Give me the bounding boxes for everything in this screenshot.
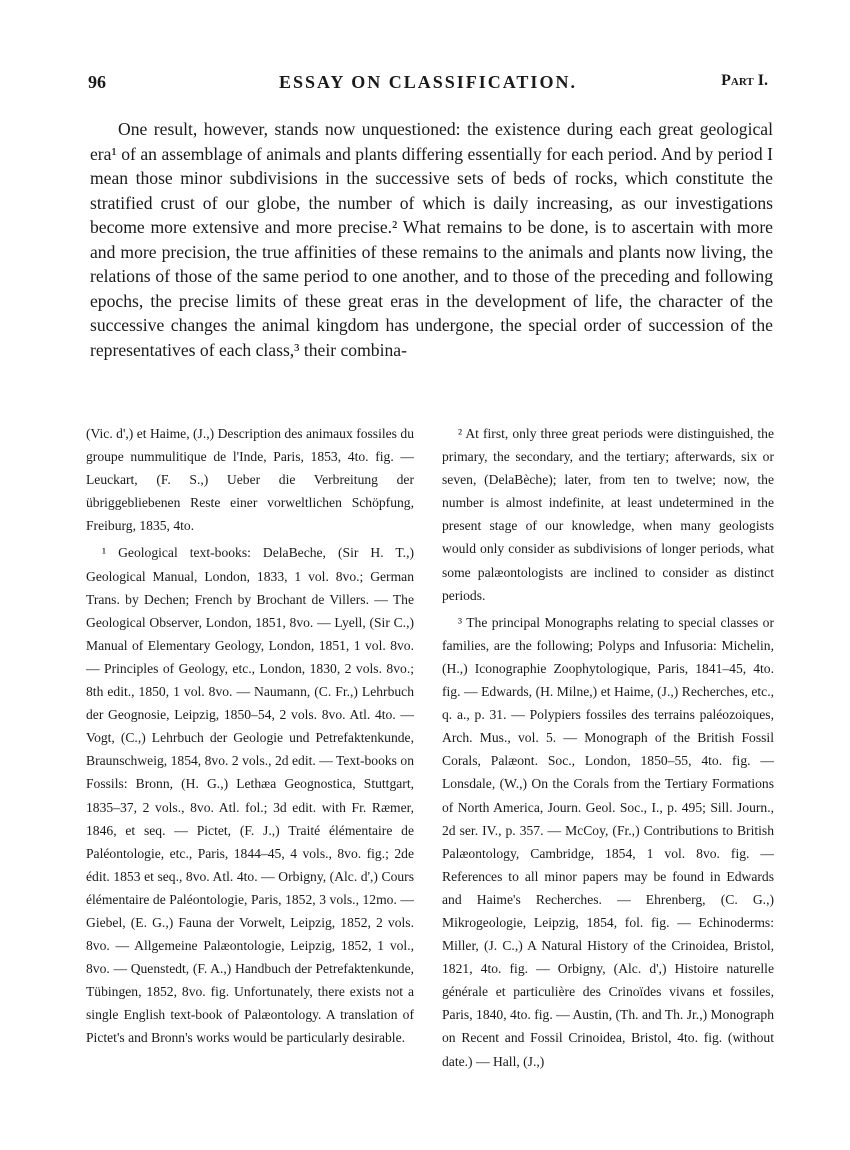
footnote-2: ² At first, only three great periods were distinguished, the primary, the secondary, and the tertiary; afterwards, six or seven, (DelaBèche); later, from ten to twelve; now, the number is almost indefinite, at least undetermined in the present stage of our knowledge, when many geologists would only consider as subdivisions of longer periods, what some palæontologists are inclined to consider as distinct periods. — [442, 426, 774, 603]
footnote-1: ¹ Geological text-books: DelaBeche, (Sir H. T.,) Geological Manual, London, 1833, 1 vol. 8vo.; German Trans. by Dechen; French by Brochant de Villers. — The Geological Observer, London, 1851, 8vo. — Lyell, (Sir C.,) Manual of Elementary Geology, London, 1851, 1 vol. 8vo. — Principles of Geology, etc., London, 1830, 2 vols. 8vo.; 8th edit., 1850, 1 vol. 8vo. — Naumann, (C. Fr.,) Lehrbuch der Geognosie, Leipzig, 1850–54, 2 vols. 8vo. Atl. 4to. — Vogt, (C.,) Lehrbuch der Geologie und Petrefaktenkunde, Braunschweig, 1854, 8vo. 2 vols., 2d edit. — Text-books on Fossils: Bronn, (H. G.,) Lethæa Geognostica, Stuttgart, 1835–37, 2 vols., 8vo. Atl. fol.; 3d edit. with Fr. Ræmer, 1846, et seq. — Pictet, (F. J.,) Traité élémentaire de Paléontologie, etc., Paris, 1844–45, 4 vols., 8vo. fig.; 2de édit. 1853 et seq., 8vo. Atl. 4to. — Orbigny, (Alc. d',) Cours élémentaire de Paléontologie, Paris, 1852, 3 vols., 12mo. — Giebel, (E. G.,) Fauna der Vorwelt, Leipzig, 1852, 2 vols. 8vo. — Allgemeine Palæontologie, Leipzig, 1852, 1 vol., 8vo. — Quenstedt, (F. A.,) Handbuch der Petrefaktenkunde, Tübingen, 1852, 8vo. fig. Unfortunately, there exists not a single English text-book of Palæontology. A translation of Pictet's and Bronn's works would be particularly desirable. — [86, 545, 414, 1046]
main-paragraph: One result, however, stands now unquestioned: the existence during each great geological era¹ of an assemblage of animals and plants differing essentially for each period. And by period I mean those minor subdivisions in the successive sets of beds of rocks, which constitute the stratified crust of our globe, the number of which is daily increasing, as our investigations become more extensive and more precise.² What remains to be done, is to ascertain with more and more precision, the true affinities of these remains to the animals and plants now living, the relations of those of the same period to one another, and to those of the preceding and following epochs, the precise limits of these great eras in the development of life, the character of the successive changes the animal kingdom has undergone, the special order of succession of the representatives of each class,³ their combina- — [90, 119, 773, 360]
main-text — [90, 117, 773, 362]
footnote-continuation: (Vic. d',) et Haime, (J.,) Description des animaux fossiles du groupe nummulitique de l'Inde, Paris, 1853, 4to. fig. — Leuckart, (F. S.,) Ueber die Verbreitung der übriggebliebenen Reste einer vorweltlichen Schöpfung, Freiburg, 1835, 4to. — [86, 426, 414, 534]
footnote-column-left — [86, 422, 414, 1054]
footnotes — [86, 422, 776, 1122]
part-label: Part I. — [721, 72, 768, 89]
running-title: ESSAY ON CLASSIFICATION. — [279, 72, 577, 92]
footnote-column-right — [442, 422, 774, 1077]
page-number: 96 — [88, 72, 106, 92]
page-header — [88, 72, 768, 102]
footnote-3: ³ The principal Monographs relating to special classes or families, are the following; Polyps and Infusoria: Michelin, (H.,) Iconographie Zoophytologique, Paris, 1841–45, 4to. fig. — Edwards, (H. Milne,) et Haime, (J.,) Recherches, etc., q. a., p. 31. — Polypiers fossiles des terrains paléozoiques, Arch. Mus., vol. 5. — Monograph of the British Fossil Corals, Palæont. Soc., London, 1850–55, 4to. fig. — Lonsdale, (W.,) On the Corals from the Tertiary Formations of North America, Journ. Geol. Soc., I., p. 495; Sill. Journ., 2d ser. IV., p. 357. — McCoy, (Fr.,) Contributions to British Palæontology, Cambridge, 1854, 1 vol. 8vo. fig. — References to all minor papers may be found in Edwards and Haime's Recherches. — Ehrenberg, (C. G.,) Mikrogeologie, Leipzig, 1854, fol. fig. — Echinoderms: Miller, (J. C.,) A Natural History of the Crinoidea, Bristol, 1821, 4to. fig. — Orbigny, (Alc. d',) Histoire naturelle générale et particulière des Crinoïdes vivans et fossiles, Paris, 1840, 4to. fig. — Austin, (Th. and Th. Jr.,) Monograph on Recent and Fossil Crinoidea, Bristol, 4to. fig. (without date.) — Hall, (J.,) — [442, 614, 774, 1069]
